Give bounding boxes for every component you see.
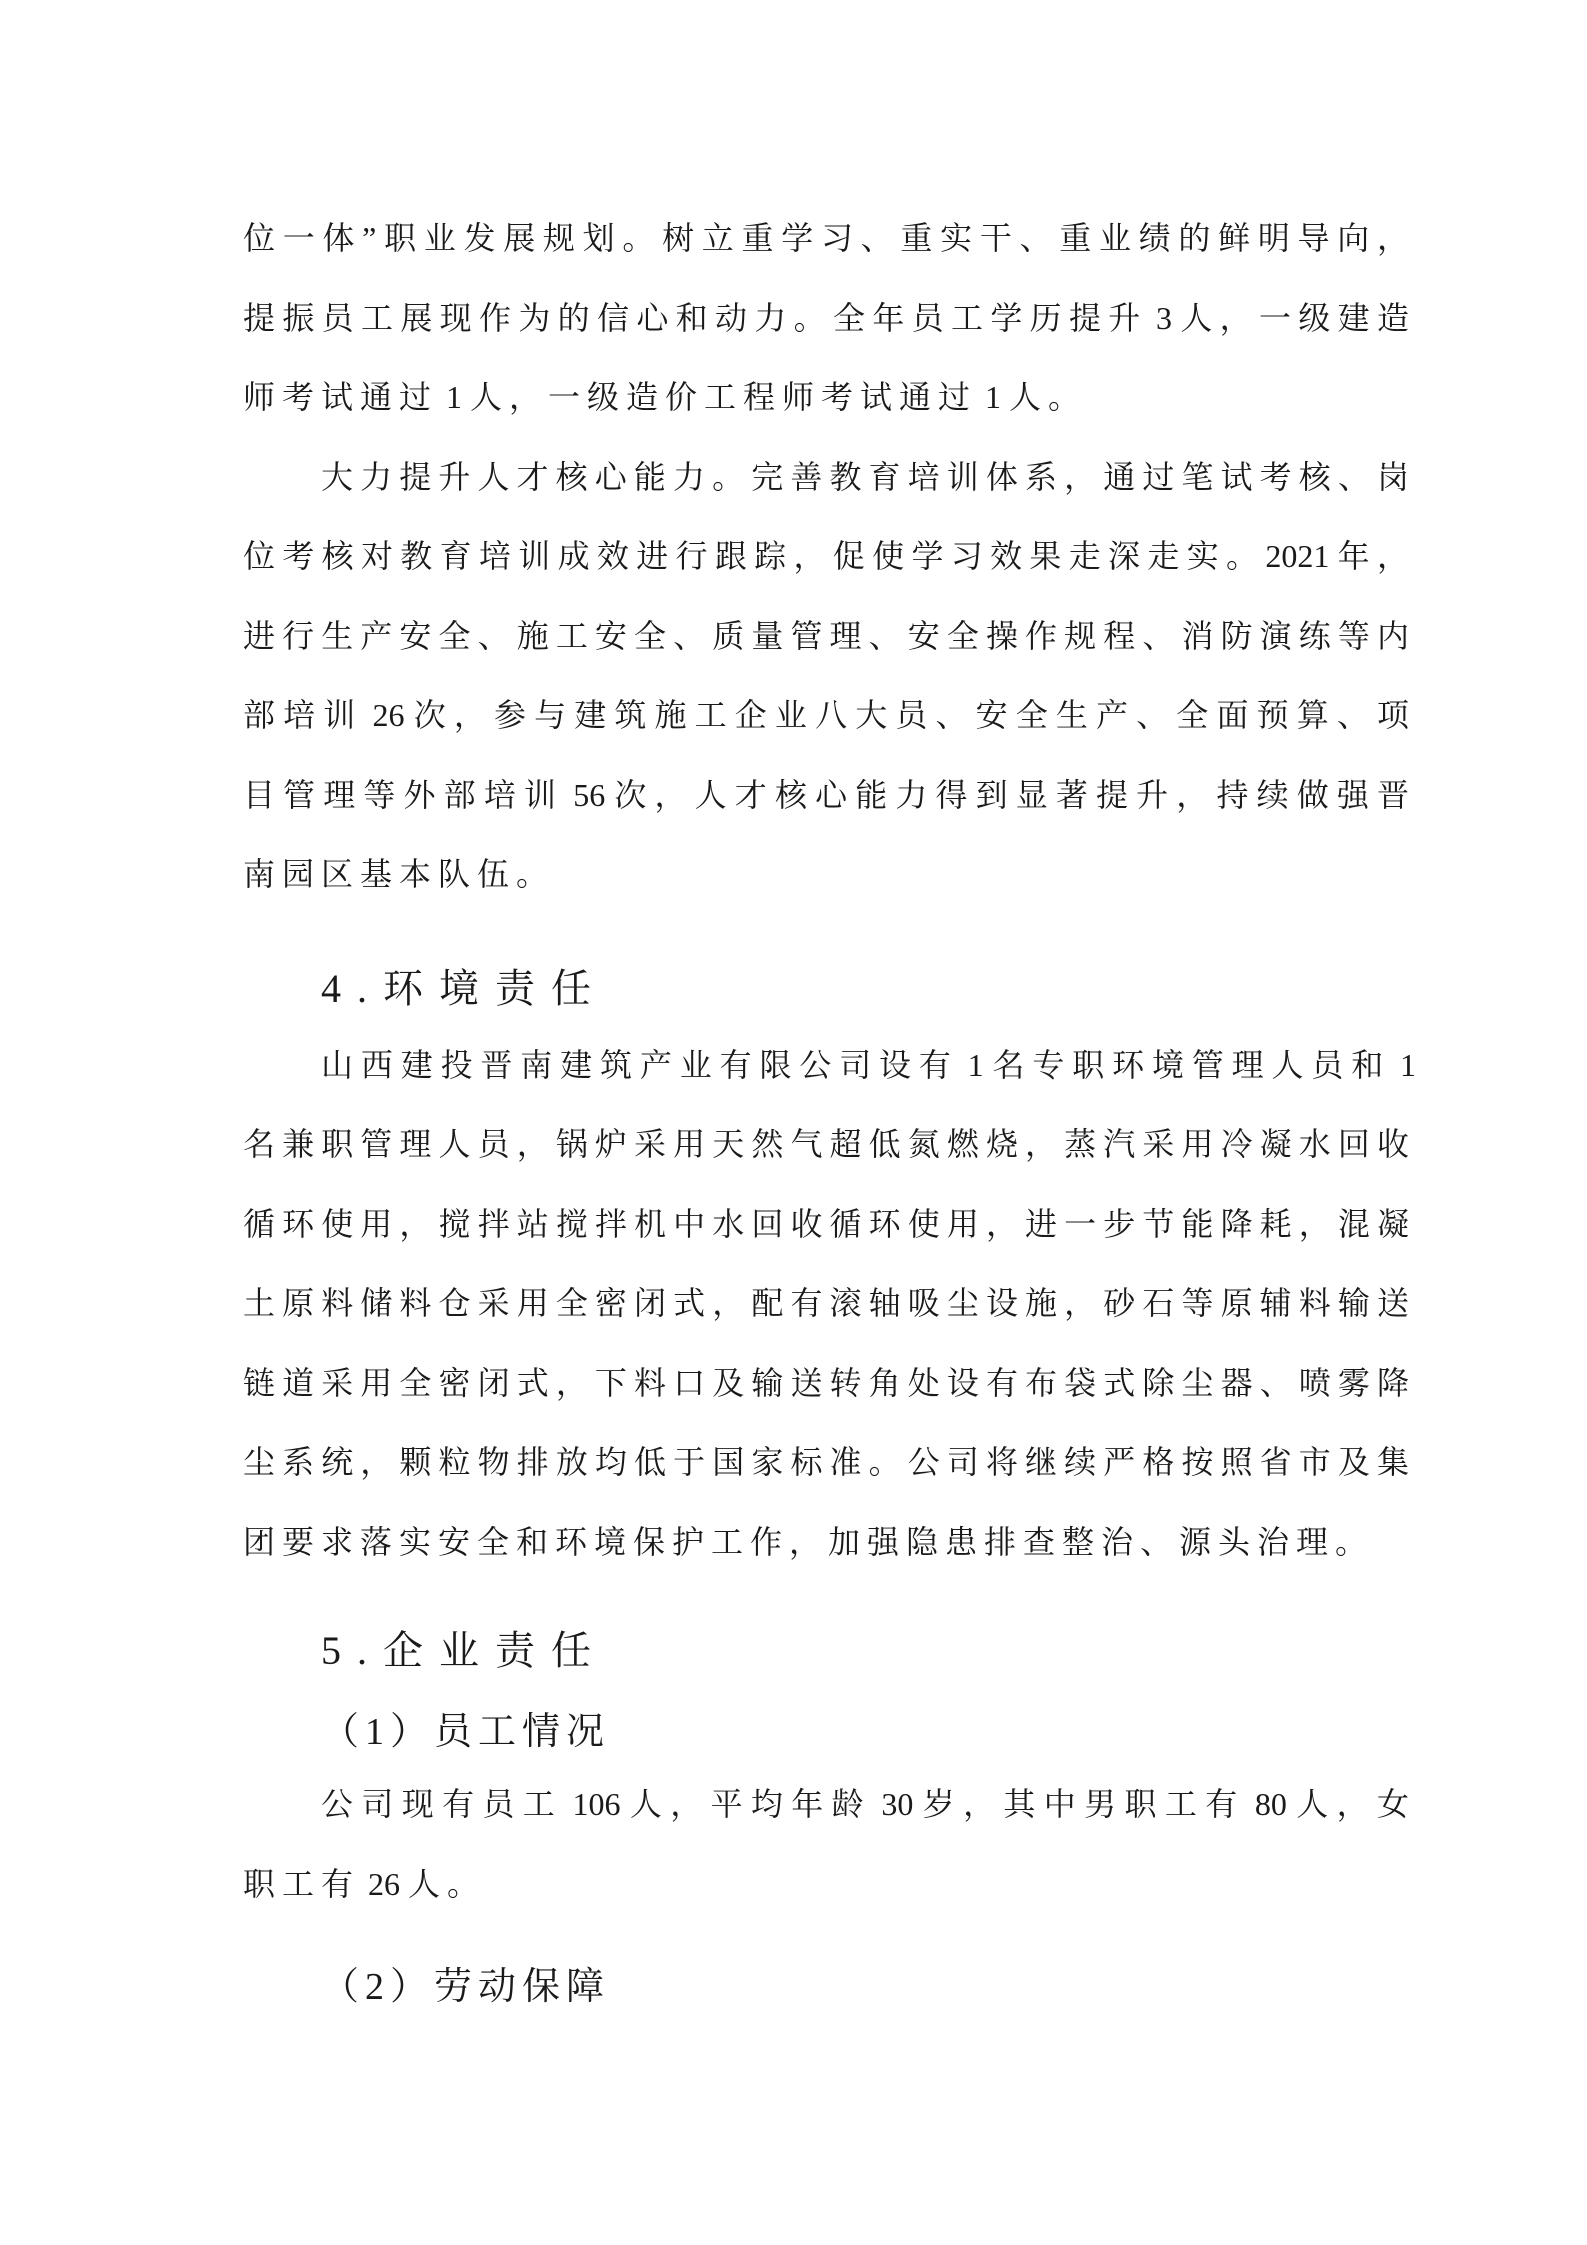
document-content (243, 199, 1416, 2014)
heading-environment-responsibility: 4.环境责任 (321, 965, 607, 1011)
paragraph-employee-statistics: 公司现有员工 106 人，平均年龄 30 岁，其中男职工有 80 人，女职工有 26 人。 (243, 1786, 1416, 1902)
subheading-labor-security: （2）劳动保障 (321, 1966, 611, 2008)
paragraph-career-development: 位一体”职业发展规划。树立重学习、重实干、重业绩的鲜明导向，提振员工展现作为的信心和动力。全年员工学历提升 3 人，一级建造师考试通过 1 人，一级造价工程师考试通过 1 人。 (243, 220, 1416, 415)
heading-enterprise-responsibility: 5.企业责任 (321, 1628, 607, 1673)
paragraph-environment-measures: 山西建投晋南建筑产业有限公司设有 1 名专职环境管理人员和 1 名兼职管理人员，锅炉采用天然气超低氮燃烧，蒸汽采用冷凝水回收循环使用，搅拌站搅拌机中水回收循环使用，进一步节能降耗，混凝土原料储料仓采用全密闭式，配有滚轴吸尘设施，砂石等原辅料输送链道采用全密闭式，下料口及输送转角处设有布袋式除尘器、喷雾降尘系统，颗粒物排放均低于国家标准。公司将继续严格按照省市及集团要求落实安全和环境保护工作，加强隐患排查整治、源头治理。 (243, 1046, 1417, 1560)
paragraph-talent-training: 大力提升人才核心能力。完善教育培训体系，通过笔试考核、岗位考核对教育培训成效进行跟踪，促使学习效果走深走实。2021 年，进行生产安全、施工安全、质量管理、安全操作规程、消防演练等内部培训 26 次，参与建筑施工企业八大员、安全生产、全面预算、项目管理等外部培训 56 次，人才核心能力得到显著提升，持续做强晋南园区基本队伍。 (243, 458, 1416, 892)
subheading-employee-situation: （1）员工情况 (321, 1711, 611, 1753)
